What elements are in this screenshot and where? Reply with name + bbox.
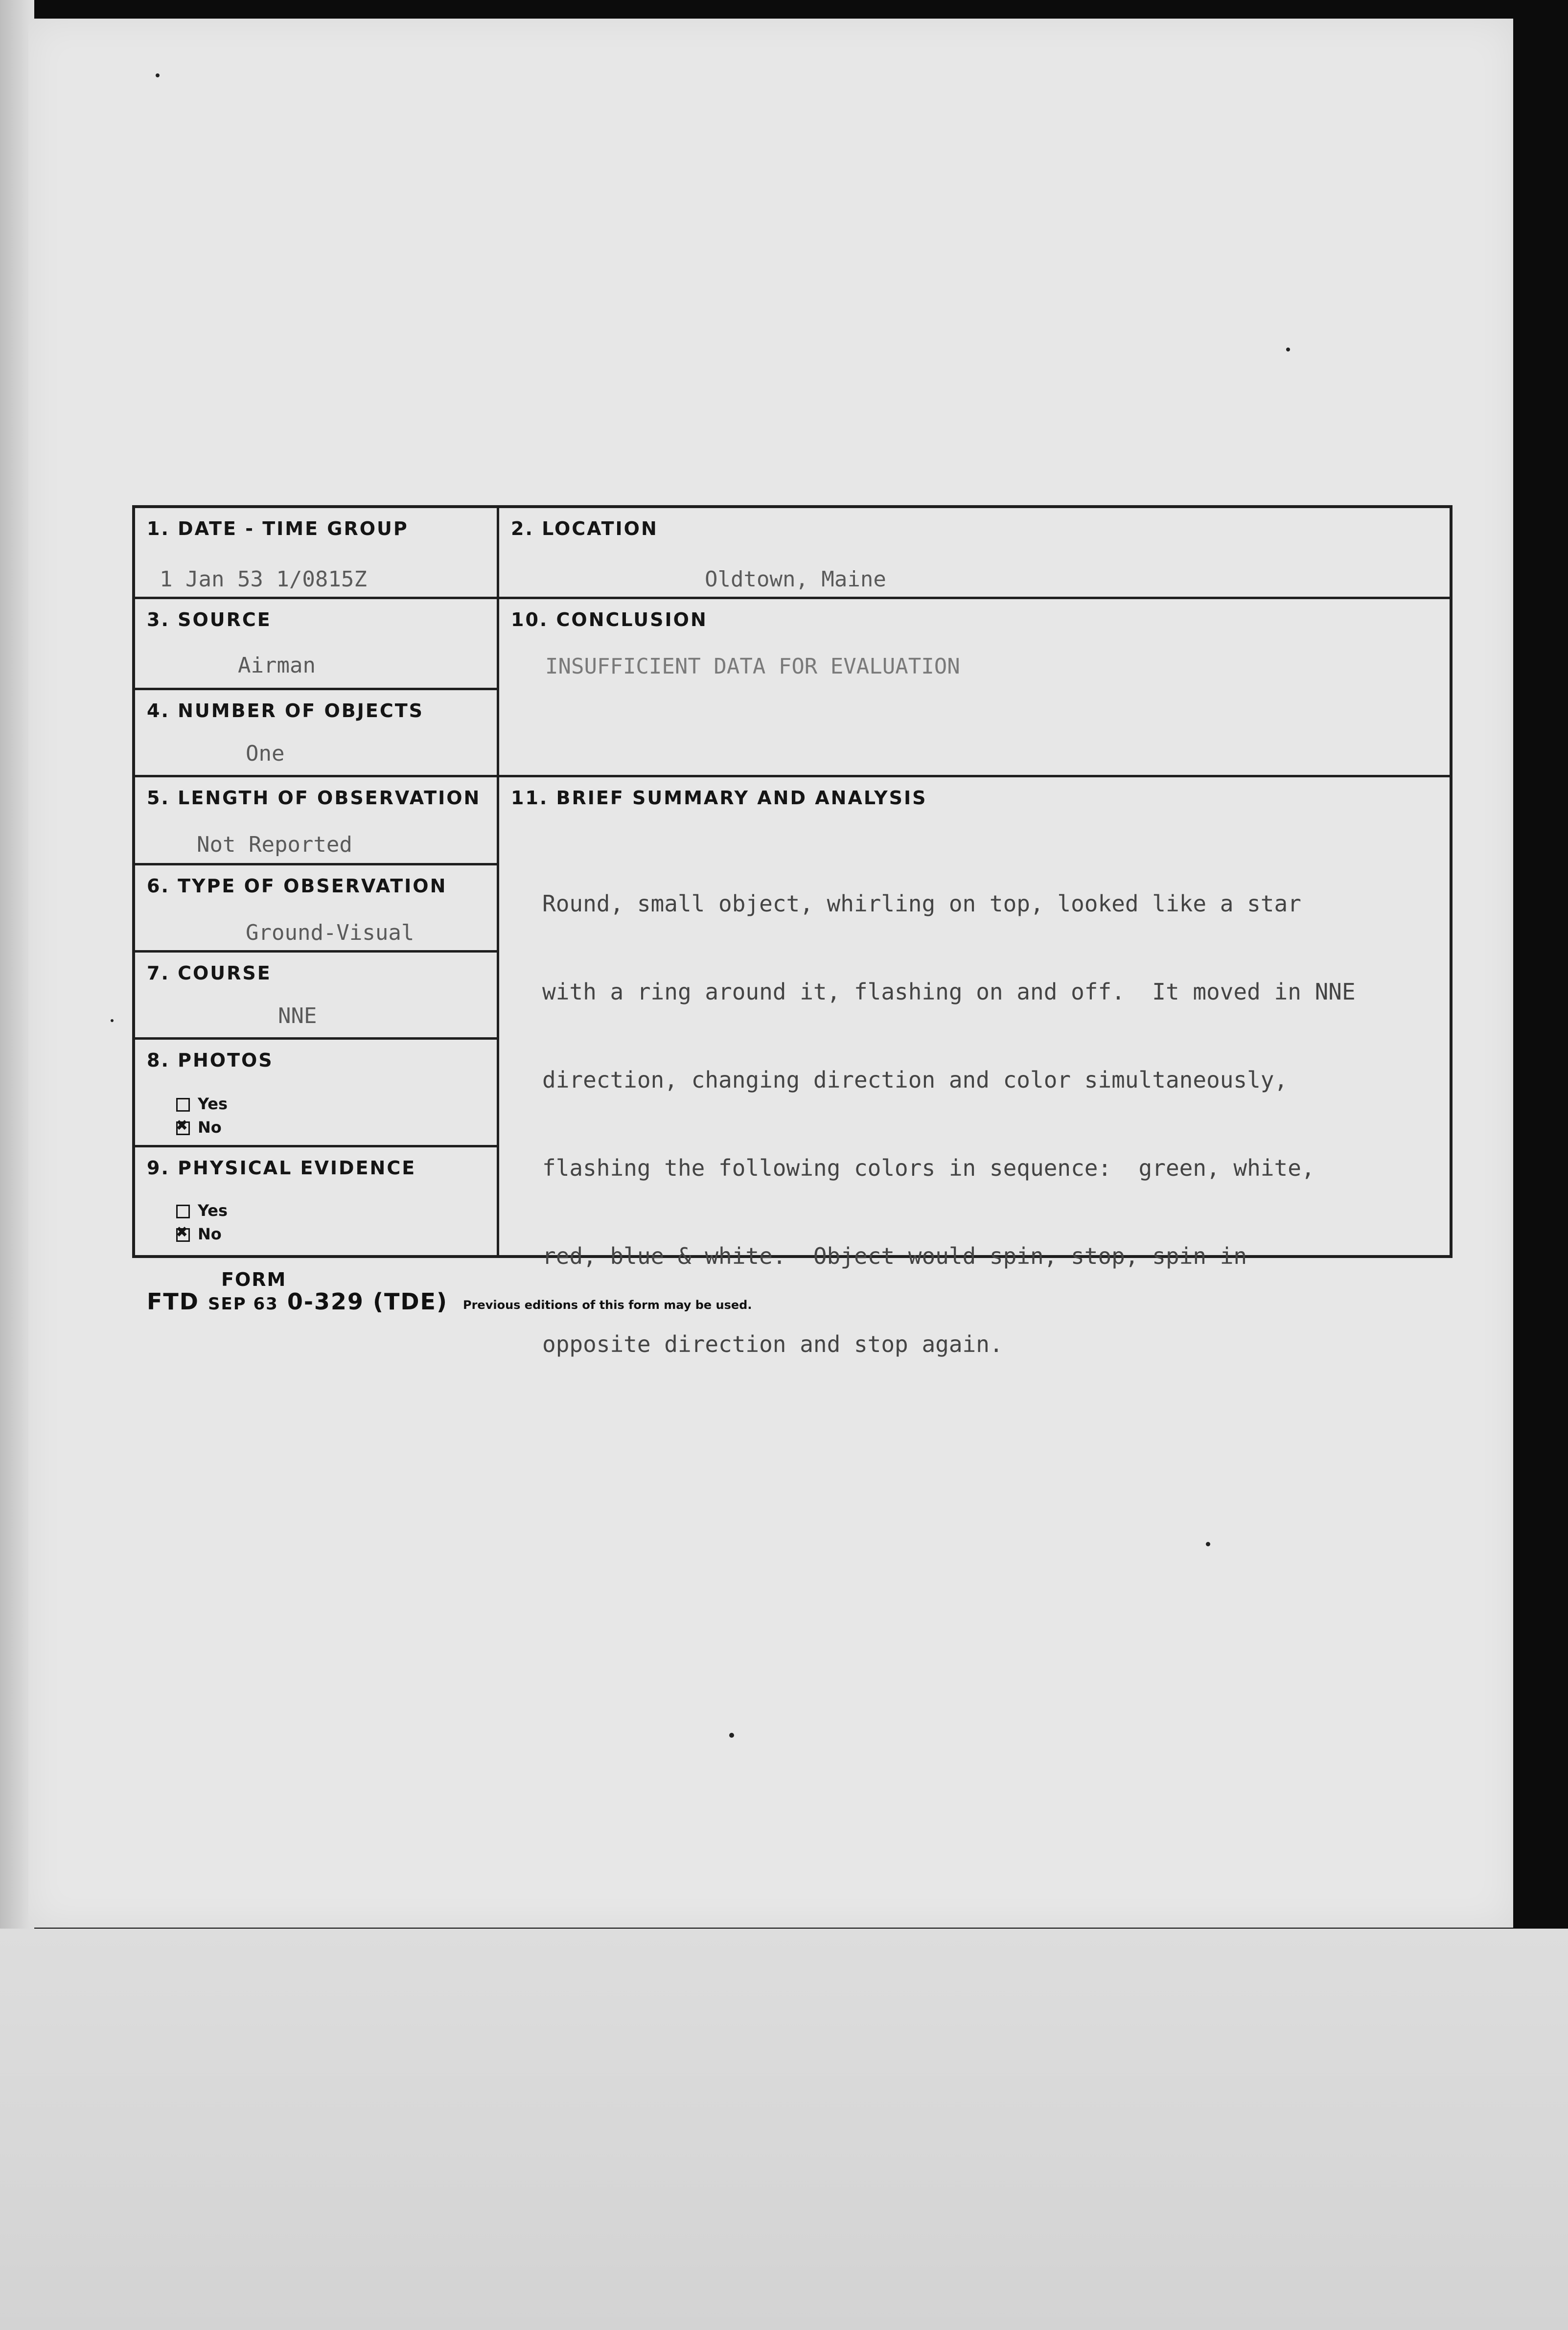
length-of-observation-value: Not Reported (197, 832, 352, 857)
number-of-objects-value: One (246, 741, 285, 766)
summary-line: red, blue & white. Object would spin, stop, spin in (542, 1243, 1247, 1269)
dust-speck (729, 1733, 734, 1738)
photos-cell (135, 1040, 499, 1147)
dust-speck (111, 1019, 114, 1022)
photos-label: 8. PHOTOS (147, 1049, 274, 1071)
footer-note: Previous editions of this form may be used. (463, 1298, 752, 1312)
location-cell (499, 508, 1450, 599)
footer-form-number: 0-329 (TDE) (287, 1288, 448, 1315)
dust-speck (1206, 1542, 1210, 1546)
summary-line: opposite direction and stop again. (542, 1331, 1003, 1357)
location-label: 2. LOCATION (511, 518, 658, 539)
dust-speck (156, 73, 160, 77)
type-of-observation-cell (135, 865, 499, 953)
date-time-group-label: 1. DATE - TIME GROUP (147, 518, 409, 539)
number-of-objects-cell (135, 690, 499, 777)
summary-label: 11. BRIEF SUMMARY AND ANALYSIS (511, 787, 927, 809)
course-cell (135, 953, 499, 1040)
length-of-observation-cell (135, 777, 499, 865)
length-of-observation-label: 5. LENGTH OF OBSERVATION (147, 787, 481, 809)
conclusion-value: INSUFFICIENT DATA FOR EVALUATION (545, 654, 960, 679)
summary-line: Round, small object, whirling on top, looked like a star (542, 890, 1301, 917)
photos-yes-option (176, 1095, 228, 1113)
physical-evidence-cell (135, 1147, 499, 1255)
type-of-observation-value: Ground-Visual (246, 920, 415, 945)
source-value: Airman (238, 653, 316, 678)
summary-line: flashing the following colors in sequence: green, white, (542, 1155, 1315, 1181)
photos-no-text: No (198, 1118, 222, 1137)
summary-text (542, 830, 1384, 1418)
physical-evidence-yes-text: Yes (198, 1201, 228, 1220)
photos-yes-text: Yes (198, 1095, 228, 1113)
date-time-group-cell (135, 508, 499, 599)
physical-evidence-no-checkbox (176, 1228, 190, 1242)
footer-form-word: FORM (221, 1269, 287, 1290)
physical-evidence-no-option (176, 1225, 222, 1243)
conclusion-cell (499, 599, 1450, 777)
source-label: 3. SOURCE (147, 609, 272, 630)
location-value: Oldtown, Maine (705, 567, 886, 592)
photos-no-option (176, 1118, 222, 1137)
course-value: NNE (278, 1003, 317, 1028)
physical-evidence-label: 9. PHYSICAL EVIDENCE (147, 1157, 416, 1179)
footer-ftd: FTD (147, 1288, 199, 1315)
conclusion-label: 10. CONCLUSION (511, 609, 708, 630)
number-of-objects-label: 4. NUMBER OF OBJECTS (147, 700, 424, 722)
date-time-group-value: 1 Jan 53 1/0815Z (160, 567, 367, 592)
summary-line: direction, changing direction and color simultaneously, (542, 1067, 1288, 1093)
type-of-observation-label: 6. TYPE OF OBSERVATION (147, 875, 447, 897)
photos-no-checkbox (176, 1121, 190, 1135)
footer-form-code (147, 1288, 448, 1315)
dust-speck (1286, 348, 1290, 351)
physical-evidence-yes-checkbox (176, 1205, 190, 1218)
photos-yes-checkbox (176, 1098, 190, 1112)
footer-date-code: SEP 63 (208, 1294, 278, 1314)
summary-line: with a ring around it, flashing on and off. It moved in NNE (542, 979, 1356, 1005)
source-cell (135, 599, 499, 690)
physical-evidence-yes-option (176, 1201, 228, 1220)
course-label: 7. COURSE (147, 962, 272, 984)
physical-evidence-no-text: No (198, 1225, 222, 1243)
lower-paper-strip (0, 1929, 1568, 2330)
